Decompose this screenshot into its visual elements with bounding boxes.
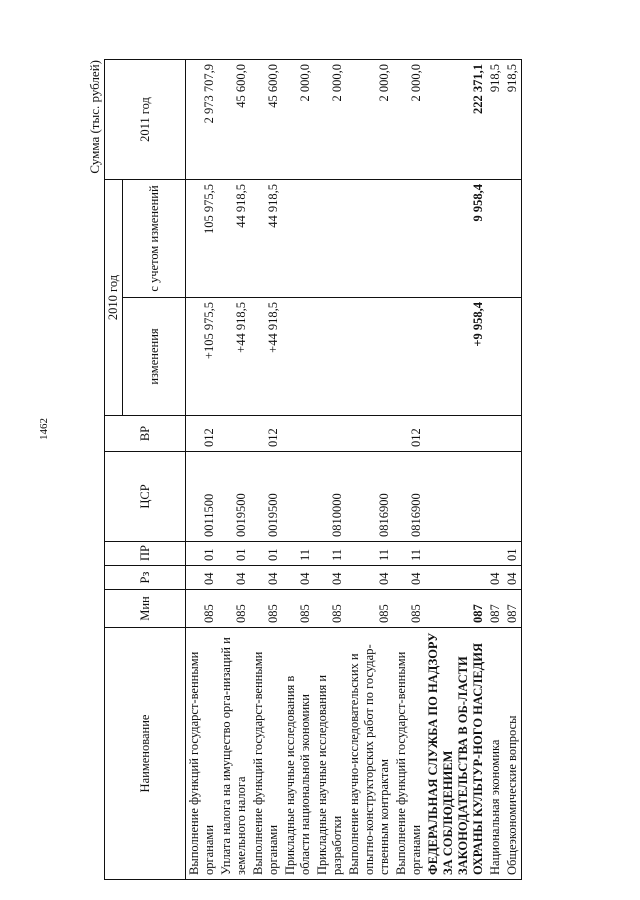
header-year-2011: 2011 год <box>105 59 186 179</box>
page-number: 1462 <box>38 418 50 440</box>
cell-vr <box>218 416 250 452</box>
cell-min: 085 <box>346 590 393 628</box>
cell-changes: +105 975,5 <box>186 298 219 416</box>
cell-csr: 0816900 <box>346 452 393 542</box>
cell-2011: 222 371,1 <box>425 59 487 179</box>
cell-pr: 01 <box>218 542 250 566</box>
cell-2011: 45 600,0 <box>250 59 282 179</box>
cell-vr <box>487 416 504 452</box>
cell-2011: 45 600,0 <box>218 59 250 179</box>
budget-table <box>104 59 522 880</box>
cell-min: 087 <box>425 590 487 628</box>
cell-changes <box>504 298 522 416</box>
table-row <box>282 59 314 879</box>
cell-min: 085 <box>186 590 219 628</box>
cell-name: Прикладные научные исследования и разработки <box>314 628 346 880</box>
cell-rz: 04 <box>186 566 219 590</box>
cell-changes <box>314 298 346 416</box>
cell-changes <box>282 298 314 416</box>
cell-csr <box>487 452 504 542</box>
cell-rz: 04 <box>346 566 393 590</box>
cell-name: Уплата налога на имущество орга-низаций и земельного налога <box>218 628 250 880</box>
cell-2011: 918,5 <box>504 59 522 179</box>
cell-csr: 0019500 <box>250 452 282 542</box>
cell-rz: 04 <box>218 566 250 590</box>
cell-min: 085 <box>250 590 282 628</box>
table-row <box>504 59 522 879</box>
cell-rz: 04 <box>504 566 522 590</box>
header-rz: Рз <box>105 566 186 590</box>
cell-2011: 2 000,0 <box>282 59 314 179</box>
cell-changes <box>487 298 504 416</box>
cell-min: 087 <box>504 590 522 628</box>
cell-pr <box>487 542 504 566</box>
cell-min: 087 <box>487 590 504 628</box>
header-min: Мин <box>105 590 186 628</box>
cell-name: Национальная экономика <box>487 628 504 880</box>
cell-csr <box>504 452 522 542</box>
table-row <box>250 59 282 879</box>
cell-changes: +44 918,5 <box>250 298 282 416</box>
header-year-2010: 2010 год <box>105 179 123 415</box>
cell-csr <box>282 452 314 542</box>
cell-pr: 01 <box>186 542 219 566</box>
cell-min: 085 <box>314 590 346 628</box>
cell-with-changes <box>346 179 393 297</box>
table-row <box>186 59 219 879</box>
cell-changes: +9 958,4 <box>425 298 487 416</box>
cell-name: Выполнение функций государст-венными органами <box>250 628 282 880</box>
cell-pr: 11 <box>393 542 425 566</box>
cell-rz <box>425 566 487 590</box>
cell-vr <box>346 416 393 452</box>
header-name: Наименование <box>105 628 186 880</box>
cell-pr: 01 <box>504 542 522 566</box>
cell-name: Выполнение функций государст-венными органами <box>393 628 425 880</box>
table-body <box>186 59 522 879</box>
cell-rz: 04 <box>393 566 425 590</box>
cell-rz: 04 <box>282 566 314 590</box>
cell-pr: 11 <box>282 542 314 566</box>
cell-changes <box>393 298 425 416</box>
header-csr: ЦСР <box>105 452 186 542</box>
cell-pr: 11 <box>314 542 346 566</box>
cell-csr <box>425 452 487 542</box>
table-row <box>425 59 487 879</box>
table-row <box>314 59 346 879</box>
cell-2011: 2 973 707,9 <box>186 59 219 179</box>
cell-csr: 0019500 <box>218 452 250 542</box>
cell-changes: +44 918,5 <box>218 298 250 416</box>
cell-pr: 01 <box>250 542 282 566</box>
header-pr: ПР <box>105 542 186 566</box>
cell-vr <box>504 416 522 452</box>
cell-with-changes: 105 975,5 <box>186 179 219 297</box>
cell-rz: 04 <box>314 566 346 590</box>
cell-min: 085 <box>282 590 314 628</box>
cell-name: Выполнение научно-исследовательских и опытно-конструкторских работ по государ-ственным контрактам <box>346 628 393 880</box>
table-header <box>105 59 186 879</box>
table-row <box>487 59 504 879</box>
cell-rz: 04 <box>487 566 504 590</box>
cell-with-changes: 9 958,4 <box>425 179 487 297</box>
cell-name: Прикладные научные исследования в области национальной экономики <box>282 628 314 880</box>
cell-with-changes <box>487 179 504 297</box>
table-row <box>218 59 250 879</box>
cell-vr <box>425 416 487 452</box>
rotated-page-content <box>88 60 598 880</box>
cell-csr: 0810000 <box>314 452 346 542</box>
cell-vr: 012 <box>186 416 219 452</box>
cell-2011: 918,5 <box>487 59 504 179</box>
header-vr: ВР <box>105 416 186 452</box>
cell-with-changes: 44 918,5 <box>218 179 250 297</box>
cell-pr: 11 <box>346 542 393 566</box>
cell-with-changes <box>393 179 425 297</box>
cell-vr <box>282 416 314 452</box>
cell-csr: 0011500 <box>186 452 219 542</box>
header-with-changes: с учетом изменений <box>123 179 186 297</box>
table-row <box>346 59 393 879</box>
cell-name: ФЕДЕРАЛЬНАЯ СЛУЖБА ПО НАДЗОРУ ЗА СОБЛЮДЕНИЕМ ЗАКОНОДАТЕЛЬСТВА В ОБ-ЛАСТИ ОХРАНЫ КУЛЬТУР-НОГО НАСЛЕДИЯ <box>425 628 487 880</box>
cell-rz: 04 <box>250 566 282 590</box>
cell-changes <box>346 298 393 416</box>
cell-with-changes <box>504 179 522 297</box>
cell-min: 085 <box>393 590 425 628</box>
cell-pr <box>425 542 487 566</box>
cell-vr: 012 <box>393 416 425 452</box>
cell-2011: 2 000,0 <box>314 59 346 179</box>
cell-with-changes <box>314 179 346 297</box>
cell-2011: 2 000,0 <box>346 59 393 179</box>
cell-vr <box>314 416 346 452</box>
cell-csr: 0816900 <box>393 452 425 542</box>
cell-name: Выполнение функций государст-венными органами <box>186 628 219 880</box>
units-note: Сумма (тыс. рублей) <box>87 60 102 174</box>
header-changes: изменения <box>123 298 186 416</box>
cell-name: Общеэкономические вопросы <box>504 628 522 880</box>
cell-min: 085 <box>218 590 250 628</box>
cell-with-changes: 44 918,5 <box>250 179 282 297</box>
cell-with-changes <box>282 179 314 297</box>
cell-vr: 012 <box>250 416 282 452</box>
cell-2011: 2 000,0 <box>393 59 425 179</box>
table-row <box>393 59 425 879</box>
